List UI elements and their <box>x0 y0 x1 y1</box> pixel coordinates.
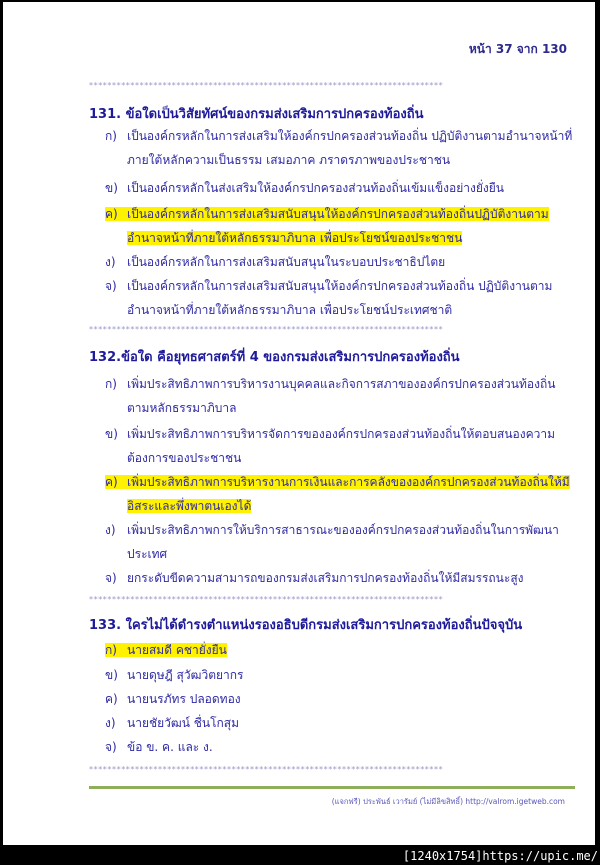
separator: ***************************************************************************** <box>89 81 444 90</box>
question-133-title: 133. ใครไม่ได้ดำรงตำแหน่งรองอธิบดีกรมส่งเสริมการปกครองท้องถิ่นปัจจุบัน <box>89 618 523 633</box>
question-133-option-d <box>105 711 575 735</box>
separator: ***************************************************************************** <box>89 595 444 604</box>
option-label: ง) <box>105 716 116 730</box>
question-132-option-e <box>105 566 575 590</box>
option-label: ค) <box>105 207 118 221</box>
option-label: จ) <box>105 279 117 293</box>
question-131-option-d <box>105 250 575 274</box>
option-text-cont: ต้องการของประชาชน <box>127 451 242 465</box>
option-text: ยกระดับขีดความสามารถของกรมส่งเสริมการปกครองท้องถิ่นให้มีสมรรถนะสูง <box>127 571 524 585</box>
option-label: จ) <box>105 571 117 585</box>
question-133-option-b <box>105 663 575 687</box>
separator: ***************************************************************************** <box>89 765 444 774</box>
option-text: เพิ่มประสิทธิภาพการบริหารจัดการขององค์กรปกครองส่วนท้องถิ่นให้ตอบสนองความ <box>127 427 556 441</box>
question-132-title: 132.ข้อใด คือยุทธศาสตร์ที่ 4 ของกรมส่งเสริมการปกครองท้องถิ่น <box>89 350 460 365</box>
document-page <box>3 2 595 845</box>
option-text: นายดุษฎี สุวัฒวิตยากร <box>127 668 244 682</box>
option-label: ก) <box>105 377 117 391</box>
option-text-cont: ตามหลักธรรมาภิบาล <box>127 401 237 415</box>
question-131-option-e <box>105 274 575 322</box>
option-text-cont: ภายใต้หลักความเป็นธรรม เสมอภาค ภราดรภาพของประชาชน <box>127 153 451 167</box>
option-text: นายสมดี คชายั่งยืน <box>127 643 227 657</box>
question-131-option-c <box>105 202 575 250</box>
option-label: ข) <box>105 181 118 195</box>
footer-rule <box>89 786 575 789</box>
option-text: เป็นองค์กรหลักในการส่งเสริมสนับสนุนให้องค์กรปกครองส่วนท้องถิ่น ปฏิบัติงานตาม <box>127 279 553 293</box>
question-132-option-b <box>105 422 575 470</box>
question-131-option-b <box>105 176 575 200</box>
option-text: เป็นองค์กรหลักในส่งเสริมให้องค์กรปกครองส่วนท้องถิ่นเข้มแข็งอย่างยั่งยืน <box>127 181 504 195</box>
option-label: ก) <box>105 643 117 657</box>
option-label: ค) <box>105 475 118 489</box>
option-label: ค) <box>105 692 118 706</box>
footer-credit: (แจกฟรี) ประพันธ์ เวารัมย์ (ไม่มีลิขสิทธิ์) http://valrom.igetweb.com <box>331 797 565 806</box>
option-text: นายชัยวัฒน์ ชื่นโกสุม <box>127 716 240 730</box>
option-text: เป็นองค์กรหลักในการส่งเสริมสนับสนุนให้องค์กรปกครองส่วนท้องถิ่นปฏิบัติงานตาม <box>127 207 549 221</box>
question-133-option-e <box>105 735 575 759</box>
option-text: ข้อ ข. ค. และ ง. <box>127 740 213 754</box>
option-text: เพิ่มประสิทธิภาพการให้บริการสาธารณะขององค์กรปกครองส่วนท้องถิ่นในการพัฒนา <box>127 523 559 537</box>
separator: ***************************************************************************** <box>89 325 444 334</box>
option-text: เพิ่มประสิทธิภาพการบริหารงานการเงินและการคลังขององค์กรปกครองส่วนท้องถิ่นให้มี <box>127 475 570 489</box>
question-132-option-a <box>105 372 575 420</box>
question-133-option-c <box>105 687 575 711</box>
option-label: ง) <box>105 523 116 537</box>
option-label: ง) <box>105 255 116 269</box>
watermark: [1240x1754]https://upic.me/ <box>402 849 598 863</box>
option-text: นายนรภัทร ปลอดทอง <box>127 692 241 706</box>
option-label: ข) <box>105 668 118 682</box>
option-label: ก) <box>105 129 117 143</box>
page-number: หน้า 37 จาก 130 <box>468 42 567 56</box>
option-label: ข) <box>105 427 118 441</box>
option-text-cont: อิสระและพึ่งพาตนเองได้ <box>127 499 252 513</box>
question-132-option-c <box>105 470 575 518</box>
question-133-option-a <box>105 638 575 662</box>
question-131-option-a <box>105 124 575 172</box>
question-132-option-d <box>105 518 575 566</box>
option-text-cont: อำนาจหน้าที่ภายใต้หลักธรรมาภิบาล เพื่อประโยชน์ประเทศชาติ <box>127 303 453 317</box>
question-131-title: 131. ข้อใดเป็นวิสัยทัศน์ของกรมส่งเสริมการปกครองท้องถิ่น <box>89 107 424 122</box>
option-text-cont: อำนาจหน้าที่ภายใต้หลักธรรมาภิบาล เพื่อประโยชน์ของประชาชน <box>127 231 463 245</box>
option-text: เพิ่มประสิทธิภาพการบริหารงานบุคคลและกิจการสภาขององค์กรปกครองส่วนท้องถิ่น <box>127 377 556 391</box>
option-text: เป็นองค์กรหลักในการส่งเสริมสนับสนุนในระบอบประชาธิปไตย <box>127 255 446 269</box>
option-text-cont: ประเทศ <box>127 547 168 561</box>
option-text: เป็นองค์กรหลักในการส่งเสริมให้องค์กรปกครองส่วนท้องถิ่น ปฏิบัติงานตามอำนาจหน้าที่ <box>127 129 573 143</box>
option-label: จ) <box>105 740 117 754</box>
